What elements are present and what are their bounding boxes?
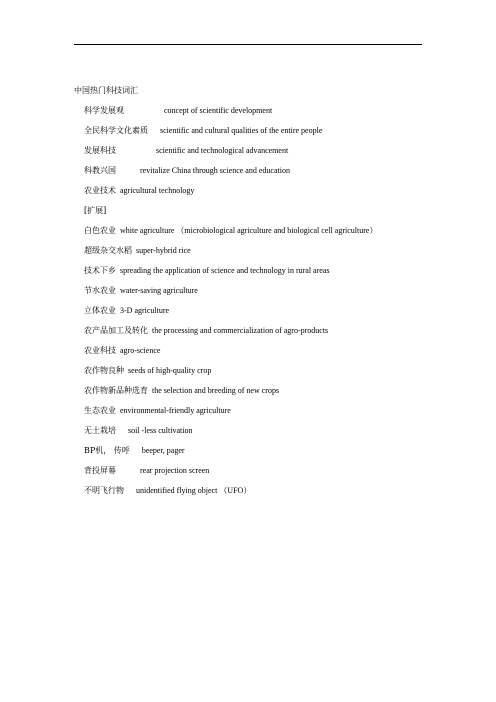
glossary-entry bbox=[84, 486, 434, 496]
entry-english: scientific and cultural qualities of the entire people bbox=[160, 126, 323, 135]
glossary-entry bbox=[84, 466, 434, 476]
entry-english: 3-D agriculture bbox=[120, 306, 170, 315]
entry-english: beeper, pager bbox=[141, 446, 185, 455]
entry-chinese: 科教兴国 bbox=[84, 166, 116, 175]
entry-chinese: 农业技术 bbox=[84, 186, 116, 195]
glossary-entry bbox=[84, 366, 434, 376]
document-body bbox=[74, 86, 434, 506]
section-tag: [扩展] bbox=[84, 206, 107, 215]
glossary-entry bbox=[84, 186, 434, 196]
entry-chinese: 农作物新品种选育 bbox=[84, 386, 148, 395]
entry-chinese: 农产品加工及转化 bbox=[84, 326, 148, 335]
glossary-entry bbox=[84, 106, 434, 116]
entry-english: scientific and technological advancement bbox=[156, 146, 289, 155]
entry-english: unidentified flying object （UFO） bbox=[136, 486, 252, 495]
glossary-entry bbox=[84, 386, 434, 396]
entry-chinese: 背投屏幕 bbox=[84, 466, 116, 475]
entry-chinese: BP机， 传呼 bbox=[84, 446, 130, 455]
glossary-entry bbox=[84, 146, 434, 156]
entry-english: environmental-friendly agriculture bbox=[120, 406, 231, 415]
glossary-entry bbox=[84, 406, 434, 416]
entry-english: white agriculture （microbiological agriculture and biological cell agriculture） bbox=[120, 226, 378, 235]
entry-english: water-saving agriculture bbox=[120, 286, 198, 295]
entry-english: super-hybrid rice bbox=[136, 246, 191, 255]
entry-chinese: 超级杂交水稻 bbox=[84, 246, 132, 255]
glossary-entry bbox=[84, 346, 434, 356]
entry-chinese: 发展科技 bbox=[84, 146, 116, 155]
glossary-entry bbox=[84, 286, 434, 296]
entry-chinese: 立体农业 bbox=[84, 306, 116, 315]
glossary-entry bbox=[84, 226, 434, 236]
document-title: 中国热门科技词汇 bbox=[74, 86, 138, 95]
glossary-entry bbox=[84, 166, 434, 176]
glossary-entry bbox=[84, 426, 434, 436]
entry-chinese: 技术下乡 bbox=[84, 266, 116, 275]
entry-chinese: 白色农业 bbox=[84, 226, 116, 235]
entry-english: rear projection screen bbox=[140, 466, 210, 475]
entry-english: revitalize China through science and education bbox=[140, 166, 290, 175]
entry-chinese: 节水农业 bbox=[84, 286, 116, 295]
entry-english: spreading the application of science and technology in rural areas bbox=[120, 266, 330, 275]
entry-english: concept of scientific development bbox=[164, 106, 273, 115]
entry-chinese: 不明飞行物 bbox=[84, 486, 124, 495]
glossary-entry bbox=[84, 446, 434, 456]
glossary-entry bbox=[84, 306, 434, 316]
entry-chinese: 生态农业 bbox=[84, 406, 116, 415]
glossary-entry bbox=[84, 266, 434, 276]
entry-english: soil -less cultivation bbox=[128, 426, 193, 435]
glossary-entry bbox=[84, 126, 434, 136]
entry-chinese: 无土栽培 bbox=[84, 426, 116, 435]
header-rule bbox=[74, 44, 422, 45]
entry-english: agro-science bbox=[120, 346, 161, 355]
entry-chinese: 全民科学文化素质 bbox=[84, 126, 148, 135]
entry-chinese: 农作物良种 bbox=[84, 366, 124, 375]
entry-chinese: 科学发展观 bbox=[84, 106, 124, 115]
glossary-entry bbox=[84, 326, 434, 336]
entry-english: the selection and breeding of new crops bbox=[152, 386, 280, 395]
entry-english: agricultural technology bbox=[120, 186, 195, 195]
glossary-entry bbox=[84, 246, 434, 256]
entry-english: seeds of high-quality crop bbox=[128, 366, 212, 375]
entry-english: the processing and commercialization of agro-products bbox=[152, 326, 329, 335]
entry-chinese: 农业科技 bbox=[84, 346, 116, 355]
